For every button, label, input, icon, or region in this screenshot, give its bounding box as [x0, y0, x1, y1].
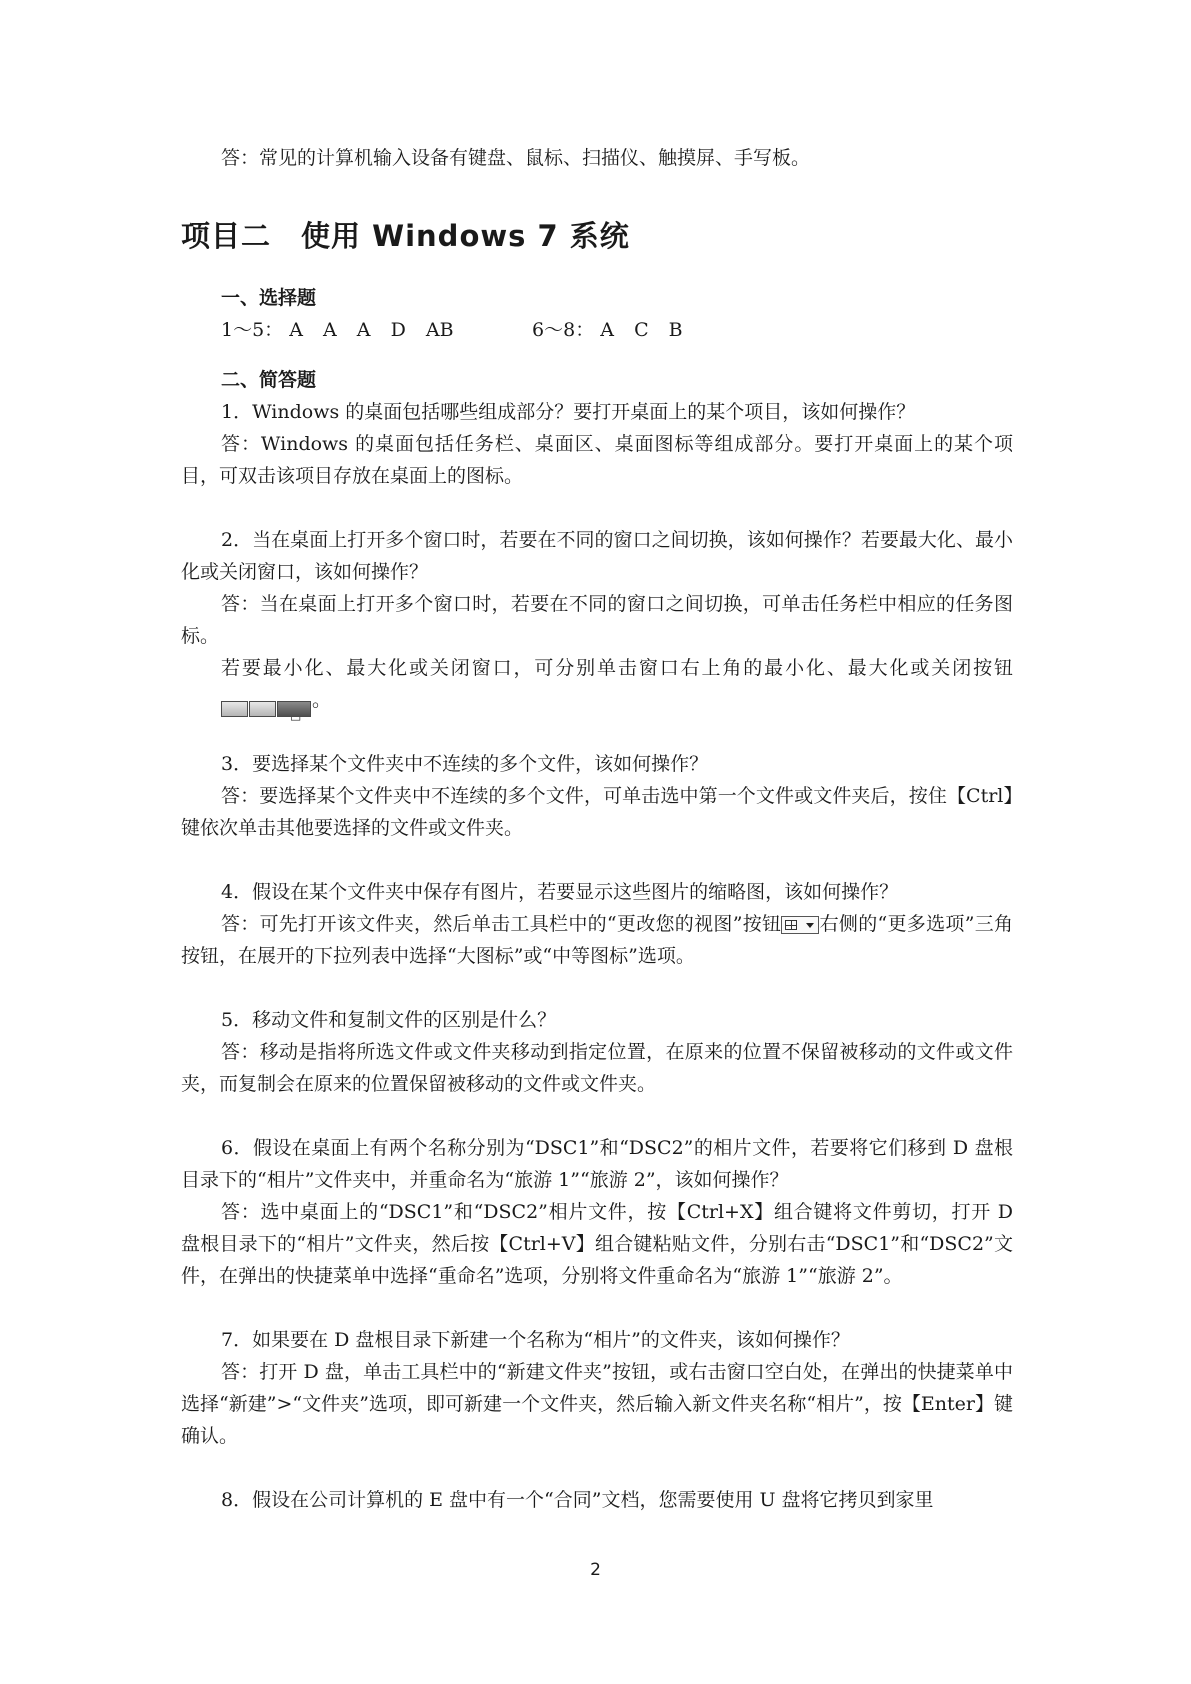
section-title-choice: 一、选择题	[221, 287, 317, 309]
question-6: 6．假设在桌面上有两个名称分别为“DSC1”和“DSC2”的相片文件，若要将它们移到 D 盘根目录下的“相片”文件夹中，并重命名为“旅游 1”“旅游 2”，该如何操作？	[181, 1137, 1013, 1191]
answer-3: 答：要选择某个文件夹中不连续的多个文件，可单击选中第一个文件或文件夹后，按住【Ctrl】键依次单击其他要选择的文件或文件夹。	[181, 785, 1013, 839]
project-number: 项目二	[181, 219, 272, 253]
project-name: 使用 Windows 7 系统	[301, 219, 630, 253]
answer-item: AB	[425, 319, 454, 341]
answer-2: 答：当在桌面上打开多个窗口时，若要在不同的窗口之间切换，可单击任务栏中相应的任务图标。	[181, 593, 1013, 647]
answer-2-window-buttons: 若要最小化、最大化或关闭窗口，可分别单击窗口右上角的最小化、最大化或关闭按钮 ✕ 。	[181, 652, 1013, 716]
question-1: 1．Windows 的桌面包括哪些组成部分？要打开桌面上的某个项目，该如何操作？	[221, 401, 916, 423]
answer-item: A	[289, 319, 303, 341]
question-7: 7．如果要在 D 盘根目录下新建一个名称为“相片”的文件夹，该如何操作？	[221, 1329, 850, 1351]
question-8: 8．假设在公司计算机的 E 盘中有一个“合同”文档，您需要使用 U 盘将它拷贝到家里	[221, 1489, 934, 1511]
answer-7: 答：打开 D 盘，单击工具栏中的“新建文件夹”按钮，或右击窗口空白处，在弹出的快捷菜单中选择“新建”>“文件夹”选项，即可新建一个文件夹，然后输入新文件夹名称“相片”，按【Enter】键确认。	[181, 1361, 1013, 1447]
answer-item: C	[634, 319, 649, 341]
page-number: 2	[590, 1560, 601, 1580]
answer-group-1	[221, 314, 526, 346]
question-2: 2．当在桌面上打开多个窗口时，若要在不同的窗口之间切换，该如何操作？若要最大化、最小化或关闭窗口，该如何操作？	[181, 529, 1013, 583]
question-4: 4．假设在某个文件夹中保存有图片，若要显示这些图片的缩略图，该如何操作？	[221, 881, 899, 903]
answer-item: A	[600, 319, 615, 341]
minimize-icon	[221, 701, 248, 717]
answer-item: A	[323, 319, 337, 341]
section-title-short-answer: 二、简答题	[221, 369, 317, 391]
answer-4: 答：可先打开该文件夹，然后单击工具栏中的“更改您的视图”按钮 右侧的“更多选项”三角按钮，在展开的下拉列表中选择“大图标”或“中等图标”选项。	[181, 913, 1013, 967]
answer-6: 答：选中桌面上的“DSC1”和“DSC2”相片文件，按【Ctrl+X】组合键将文件剪切，打开 D 盘根目录下的“相片”文件夹，然后按【Ctrl+V】组合键粘贴文件，分别右击“DSC1”和“DSC2”文件，在弹出的快捷菜单中选择“重命名”选项，分别将文件重命名为“旅游 1”“旅游 2”。	[181, 1201, 1013, 1287]
answer-item: B	[668, 319, 683, 341]
maximize-icon	[249, 701, 276, 717]
question-3: 3．要选择某个文件夹中不连续的多个文件，该如何操作？	[221, 753, 709, 775]
change-view-icon	[781, 916, 819, 934]
answer-1: 答：Windows 的桌面包括任务栏、桌面区、桌面图标等组成部分。要打开桌面上的某个项目，可双击该项目存放在桌面上的图标。	[181, 433, 1013, 487]
answer-group-2	[532, 314, 697, 346]
answer-item: A	[356, 319, 371, 341]
answer-group-1-label: 1～5：	[221, 319, 284, 341]
answer-5: 答：移动是指将所选文件或文件夹移动到指定位置，在原来的位置不保留被移动的文件或文件夹，而复制会在原来的位置保留被移动的文件或文件夹。	[181, 1041, 1013, 1095]
close-icon: ✕	[277, 701, 311, 717]
top-answer: 答：常见的计算机输入设备有键盘、鼠标、扫描仪、触摸屏、手写板。	[221, 147, 811, 169]
answer-group-2-label: 6～8：	[532, 319, 595, 341]
window-control-buttons	[181, 692, 329, 723]
question-5: 5．移动文件和复制文件的区别是什么？	[221, 1009, 557, 1031]
page-content	[181, 142, 1013, 1516]
project-title	[181, 216, 1013, 256]
choice-answers	[181, 314, 1013, 346]
answer-item: D	[390, 319, 406, 341]
